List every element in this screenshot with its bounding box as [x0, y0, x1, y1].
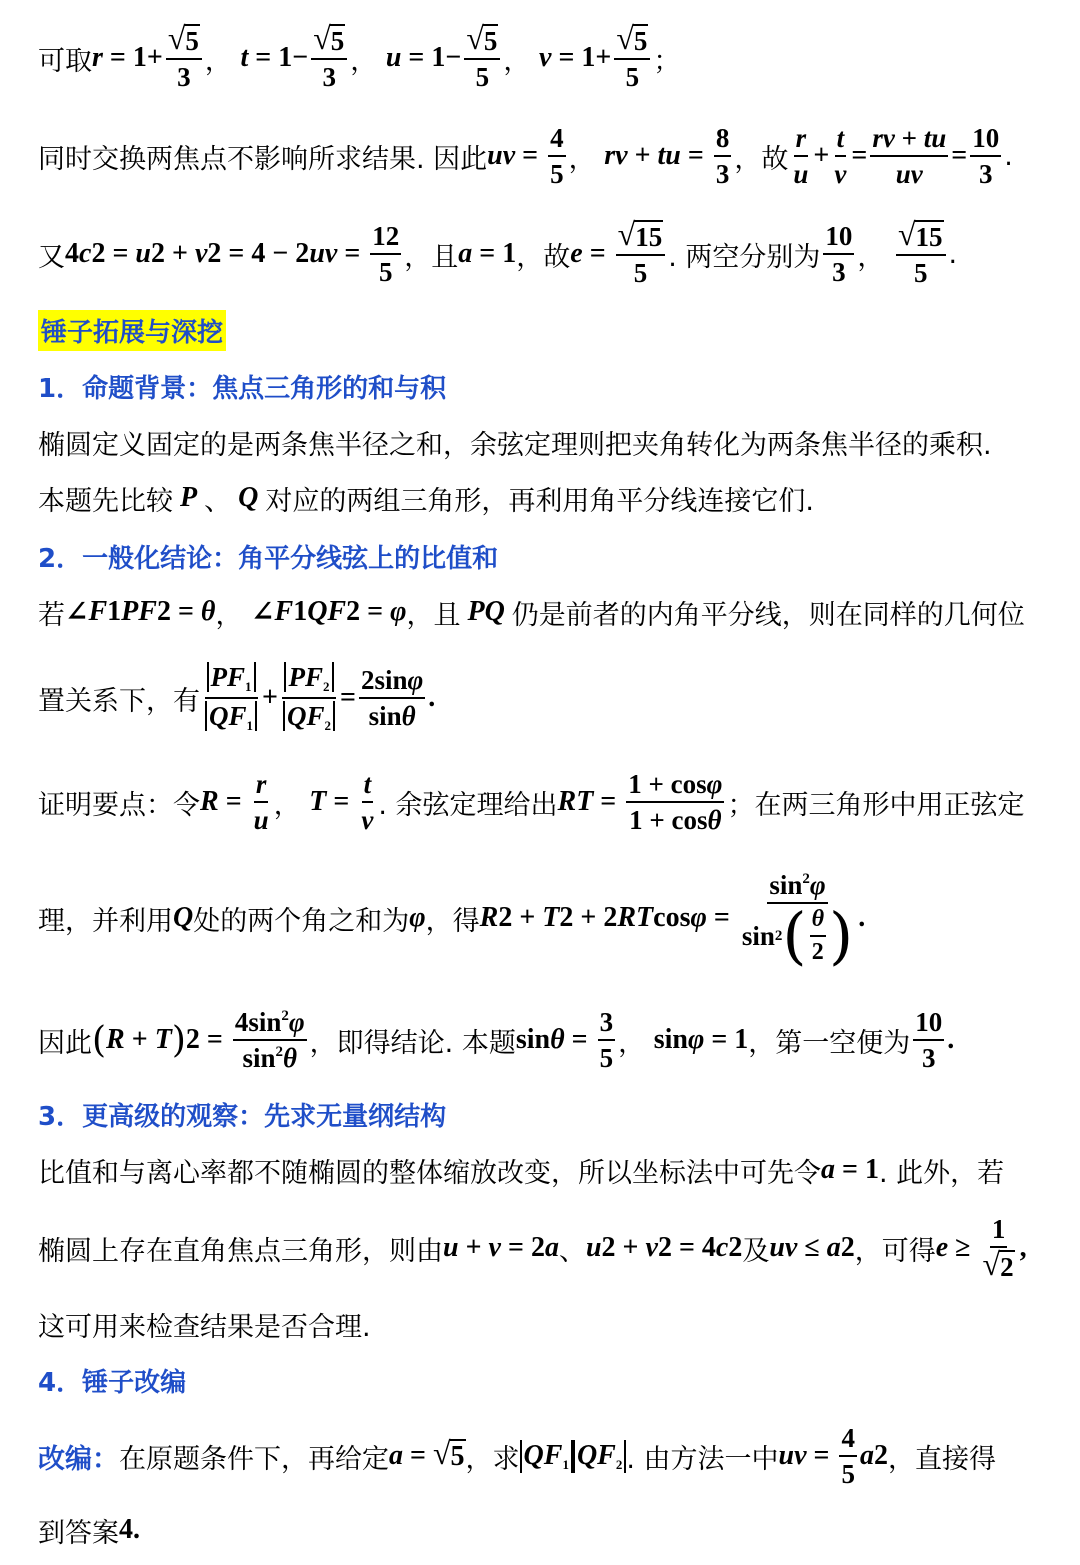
- text: 同时交换两焦点不影响所求结果. 因此: [38, 143, 488, 175]
- punct: ，: [618, 1027, 646, 1059]
- fraction: $\sin^2\varphi$ sin 2 ( $\frac{\theta}{2}$ ): [741, 870, 854, 973]
- text: 证明要点：令: [38, 789, 200, 821]
- text: ，得: [425, 905, 480, 937]
- text: 仍是前者的内角平分线，则在同样的几何位: [511, 599, 1025, 631]
- heading-3: 3．更高级的观察：先求无量纲结构: [38, 1101, 447, 1132]
- text: . 此外，若: [878, 1157, 1005, 1189]
- text: 到答案: [38, 1517, 119, 1549]
- fraction: $\frac{8}{3}$: [715, 122, 730, 189]
- text: . 余弦定理给出: [378, 789, 558, 821]
- text: 因此: [38, 1027, 92, 1059]
- text: . 由方法一中: [626, 1443, 779, 1475]
- text: ，求: [465, 1443, 520, 1475]
- fraction: $\frac{1 + \cos\varphi}{1 + \cos\theta}$: [628, 768, 723, 835]
- punct: ，: [215, 599, 243, 631]
- fraction: $\frac{10}{3}$: [825, 220, 853, 287]
- para1-line1: [38, 420, 1072, 464]
- fraction: √ 5 3: [166, 24, 202, 92]
- punct: ，: [204, 45, 232, 77]
- heading-2: 2．一般化结论：角平分线弦上的比值和: [38, 543, 499, 574]
- punct: .: [1004, 140, 1013, 172]
- fraction: $\frac{r}{u}$: [793, 122, 809, 189]
- text: 、: [204, 485, 232, 517]
- adapt-line1: 改编： 在原题条件下，再给定 a = √ 5 ，求 $QF_1$ $QF_2$ . 由方法一中 uv = $\frac{4}{5}$ a 2 ，直接得: [38, 1422, 996, 1489]
- fraction: $\frac{10}{3}$: [972, 122, 1000, 189]
- text: ，直接得: [887, 1443, 996, 1475]
- text: 比值和与离心率都不随椭圆的整体缩放改变，所以坐标法中可先令: [38, 1157, 821, 1189]
- fraction: $\frac{4}{5}$: [550, 122, 564, 189]
- fraction: $\frac{PF_2}{QF_2}$: [281, 662, 337, 733]
- heading-1: 1．命题背景：焦点三角形的和与积: [38, 373, 447, 404]
- fraction: $\frac{4}{5}$: [841, 1422, 855, 1489]
- heading-4: 4．锤子改编: [38, 1367, 187, 1398]
- punct: ，: [350, 45, 378, 77]
- fraction: $\frac{4\sin^2\varphi}{\sin^2\theta}$: [234, 1006, 305, 1073]
- text: 在原题条件下，再给定: [119, 1443, 389, 1475]
- punct: .: [948, 238, 958, 270]
- text: 椭圆定义固定的是两条焦半径之和，余弦定理则把夹角转化为两条焦半径的乘积.: [38, 429, 992, 461]
- section-title: 锤子拓展与深挖: [38, 310, 226, 351]
- fraction: √ 5 5: [464, 24, 500, 92]
- line-choose-values: 可取 r = 1+ √ 5 3 ， t = 1− √ 5 3 ， u = 1− √ 5 5 ， v = 1+ √ 5 5 ；: [38, 19, 681, 92]
- proof-line1: 证明要点：令 R = $\frac{r}{u}$ ， T = $\frac{t}{v}$ . 余弦定理给出 RT = $\frac{1 + \cos\varphi}{1 + \cos\theta}$ ；在两三角形中用正弦定: [38, 768, 1025, 835]
- punct: ，: [273, 789, 301, 821]
- adapt-line2: 到答案 4 .: [38, 1508, 1072, 1552]
- fraction: √ 15 5: [616, 220, 666, 288]
- fraction: 1 √ 2: [982, 1213, 1014, 1282]
- text: 、: [558, 1235, 586, 1267]
- text: 理，并利用: [38, 905, 173, 937]
- fraction: $\frac{10}{3}$: [915, 1006, 943, 1073]
- para3-line1: 比值和与离心率都不随椭圆的整体缩放改变，所以坐标法中可先令 a = 1 . 此外，若: [38, 1148, 1072, 1192]
- heading-4-row: [38, 1360, 1072, 1400]
- text: ，且: [404, 241, 459, 273]
- text: 对应的两组三角形，再利用角平分线连接它们.: [265, 485, 814, 517]
- text: ；在两三角形中用正弦定: [727, 789, 1025, 821]
- text: ，可得: [854, 1235, 936, 1267]
- text: 处的两个角之和为: [193, 905, 410, 937]
- fraction: √ 5 3: [311, 24, 347, 92]
- fraction: $\frac{t}{v}$: [361, 768, 374, 835]
- section-title-row: [38, 310, 1072, 350]
- text: 可取: [38, 45, 92, 77]
- text: 本题先比较: [38, 485, 173, 517]
- para2-line1: 若 ∠ F 1 PF 2 = θ ， ∠ F 1 QF 2 = φ ，且 PQ 仍是前者的内角平分线，则在同样的几何位: [38, 590, 1072, 634]
- para2-line2: 置关系下，有 $\frac{PF_1}{QF_1}$ + $\frac{PF_2}{QF_2}$ = $\frac{2\sin\varphi}{\sin\theta}$ .: [38, 662, 436, 733]
- text: 椭圆上存在直角焦点三角形，则由: [38, 1235, 443, 1267]
- text: 置关系下，有: [38, 685, 200, 717]
- fraction: √ 15 5: [896, 220, 946, 288]
- fraction: $\frac{r}{u}$: [253, 768, 269, 835]
- line-swap-foci: 同时交换两焦点不影响所求结果. 因此 uv = $\frac{4}{5}$ ， rv + tu = $\frac{8}{3}$ ，故 $\frac{r}{u}$ + $\frac{t}{v}$ = $\frac{rv + tu}{uv}$ = $\frac{10}{3}$ .: [38, 122, 1013, 189]
- text: 若: [38, 599, 65, 631]
- fraction: $\frac{2\sin\varphi}{\sin\theta}$: [360, 664, 424, 731]
- fraction: $\frac{3}{5}$: [599, 1006, 614, 1073]
- heading-3-row: [38, 1094, 1072, 1134]
- para3-line2: 椭圆上存在直角焦点三角形，则由 u + v = 2 a 、 u 2 + v 2 = 4 c 2 及 uv ≤ a 2 ，可得 e ≥ 1 √ 2 ,: [38, 1213, 1027, 1282]
- heading-2-row: [38, 536, 1072, 576]
- text: 及: [742, 1235, 770, 1267]
- punct: ，: [568, 143, 596, 175]
- text: ，第一空便为: [748, 1027, 911, 1059]
- fraction: $\frac{PF_1}{QF_1}$: [203, 662, 259, 733]
- fraction: $\frac{t}{v}$: [834, 122, 847, 189]
- punct: ，: [503, 45, 531, 77]
- para1-line2: 本题先比较 P 、 Q 对应的两组三角形，再利用角平分线连接它们.: [38, 476, 1072, 520]
- heading-1-row: [38, 366, 1072, 406]
- fraction: $\frac{rv + tu}{uv}$: [872, 122, 947, 189]
- punct: ，: [857, 241, 885, 273]
- text: ，即得结论. 本题: [309, 1027, 516, 1059]
- line-eccentricity: 又 4 c 2 = u 2 + v 2 = 4 − 2 uv = $\frac{12}{5}$ ，且 a = 1 ，故 e = √ 15 5 . 两空分别为 $\frac{10}{3}$ ， √ 15 5 .: [38, 215, 958, 288]
- proof-line2: 理，并利用 Q 处的两个角之和为 φ ，得 R 2 + T 2 + 2 RT cos φ = $\sin^2\varphi$ sin 2 ( $\frac{\theta}{2}$ ) .: [38, 870, 866, 973]
- text: . 两空分别为: [668, 241, 821, 273]
- text: 这可用来检查结果是否合理.: [38, 1311, 371, 1343]
- text: ，且: [406, 599, 461, 631]
- fraction: √ 5 5: [614, 24, 650, 92]
- therefore-line: 因此 ( R + T ) 2 = $\frac{4\sin^2\varphi}{\sin^2\theta}$ ，即得结论. 本题 sin θ = $\frac{3}{5}$ ， sin φ = 1 ，第一空便为 $\frac{10}{3}$ .: [38, 1006, 955, 1073]
- text: ，故: [734, 143, 789, 175]
- adapt-label: 改编：: [38, 1443, 119, 1475]
- fraction: $\frac{12}{5}$: [372, 220, 400, 287]
- para3-line3: [38, 1302, 1072, 1346]
- text: ，故: [516, 241, 571, 273]
- punct: ；: [653, 45, 681, 77]
- text: 又: [38, 241, 65, 273]
